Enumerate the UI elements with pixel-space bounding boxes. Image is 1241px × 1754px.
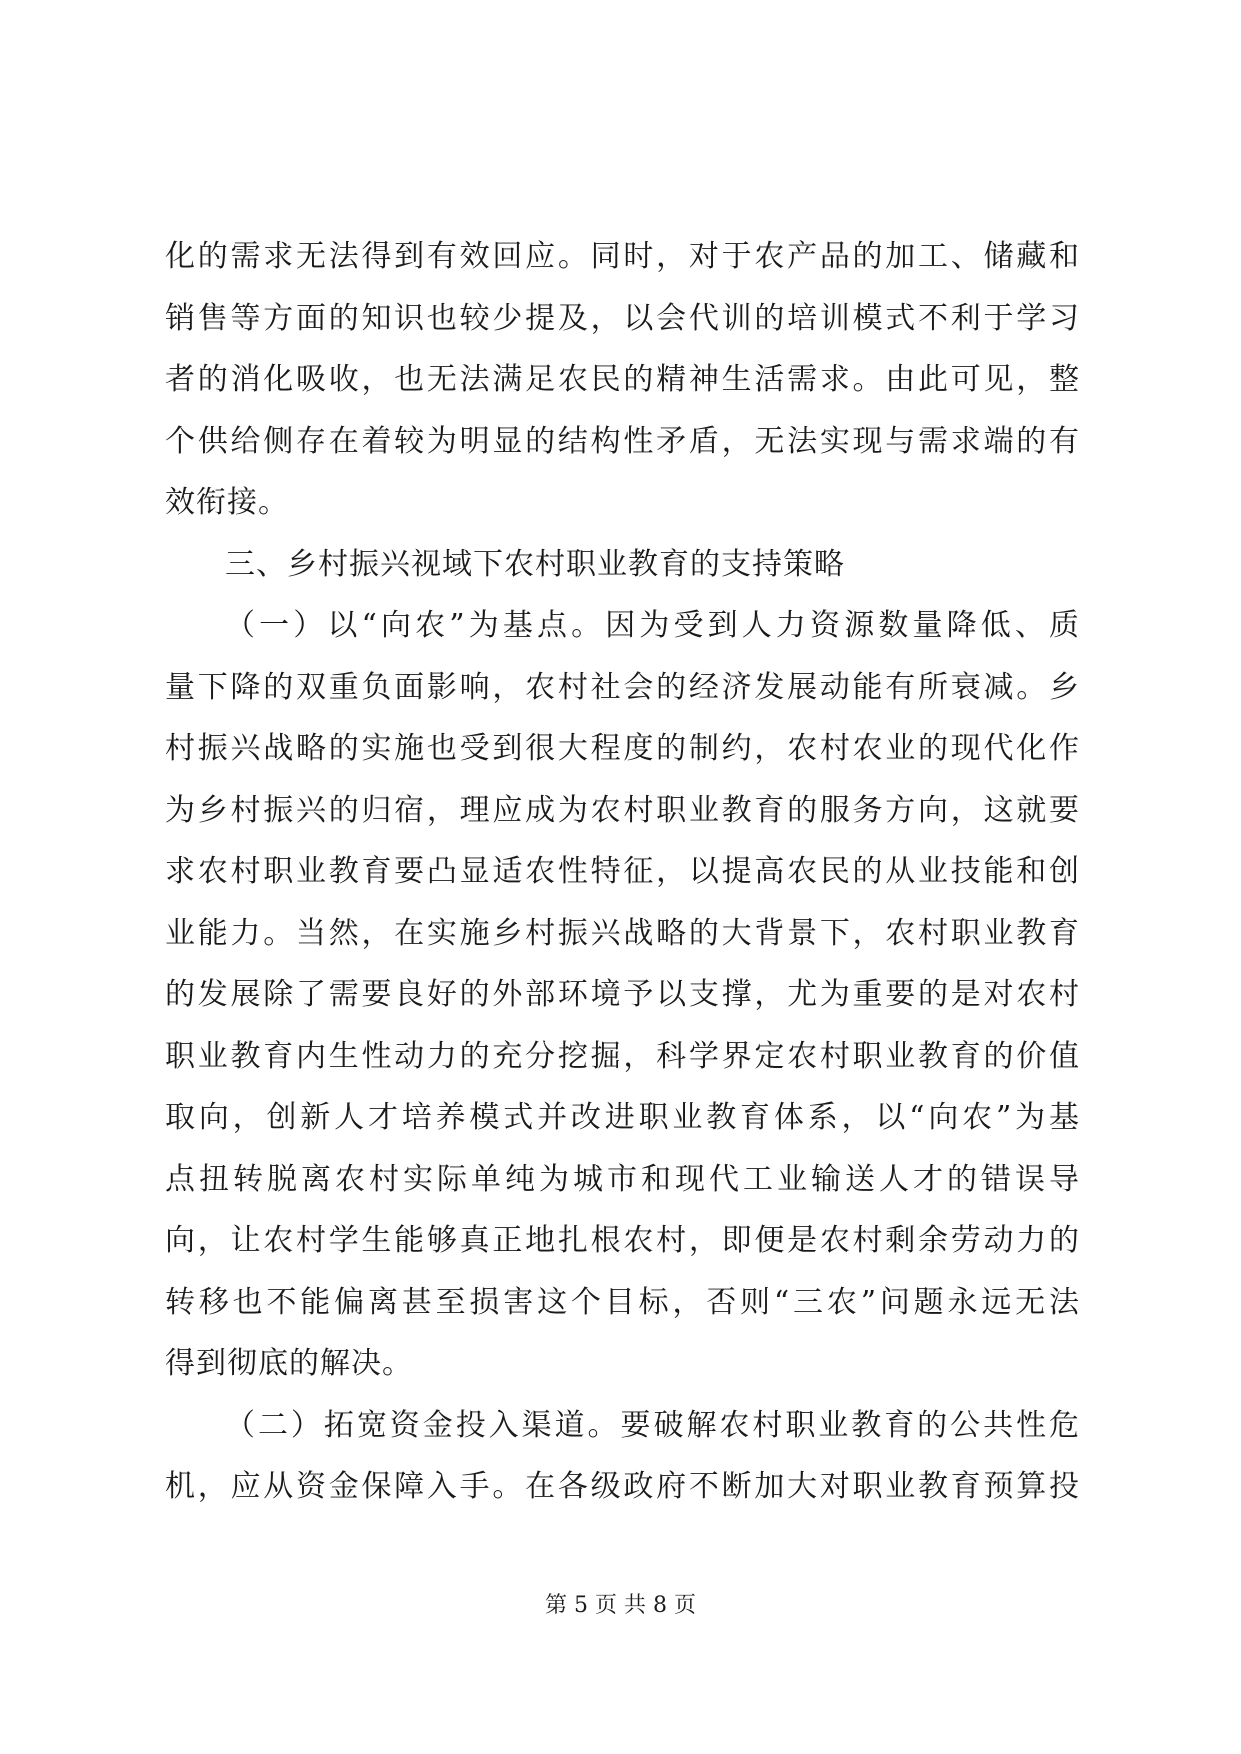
- text-line: 求农村职业教育要凸显适农性特征，以提高农民的从业技能和创: [165, 854, 1080, 889]
- text-line: 业能力。当然，在实施乡村振兴战略的大背景下，农村职业教育: [165, 915, 1080, 951]
- text-line: 机，应从资金保障入手。在各级政府不断加大对职业教育预算投: [165, 1469, 1080, 1504]
- text-line: 村振兴战略的实施也受到很大程度的制约，农村农业的现代化作: [165, 731, 1080, 766]
- text-line: 效衔接。: [165, 485, 289, 520]
- text-line: 量下降的双重负面影响，农村社会的经济发展动能有所衰减。乡: [165, 669, 1080, 705]
- text-line: 化的需求无法得到有效回应。同时，对于农产品的加工、储藏和: [165, 239, 1080, 274]
- text-line: 的发展除了需要良好的外部环境予以支撑，尤为重要的是对农村: [165, 977, 1080, 1012]
- text-line: 得到彻底的解决。: [165, 1346, 413, 1381]
- text-line: （二）拓宽资金投入渠道。要破解农村职业教育的公共性危: [225, 1407, 1080, 1443]
- text-line: 转移也不能偏离甚至损害这个目标，否则“三农”问题永远无法: [165, 1284, 1080, 1320]
- section-heading: 三、乡村振兴视域下农村职业教育的支持策略: [225, 546, 845, 582]
- page-footer: 第 5 页 共 8 页: [545, 1593, 696, 1618]
- text-line: 向，让农村学生能够真正地扎根农村，即便是农村剩余劳动力的: [165, 1223, 1080, 1258]
- text-line: 者的消化吸收，也无法满足农民的精神生活需求。由此可见，整: [165, 362, 1080, 397]
- text-line: 为乡村振兴的归宿，理应成为农村职业教育的服务方向，这就要: [165, 792, 1080, 828]
- text-line: 个供给侧存在着较为明显的结构性矛盾，无法实现与需求端的有: [165, 423, 1080, 459]
- text-line: 销售等方面的知识也较少提及，以会代训的培训模式不利于学习: [165, 300, 1080, 336]
- body-text: [165, 226, 1080, 1518]
- text-line: 取向，创新人才培养模式并改进职业教育体系，以“向农”为基: [165, 1100, 1080, 1135]
- text-line: 职业教育内生性动力的充分挖掘，科学界定农村职业教育的价值: [165, 1038, 1080, 1074]
- text-line: 点扭转脱离农村实际单纯为城市和现代工业输送人才的错误导: [165, 1161, 1080, 1197]
- text-line: （一）以“向农”为基点。因为受到人力资源数量降低、质: [225, 608, 1080, 643]
